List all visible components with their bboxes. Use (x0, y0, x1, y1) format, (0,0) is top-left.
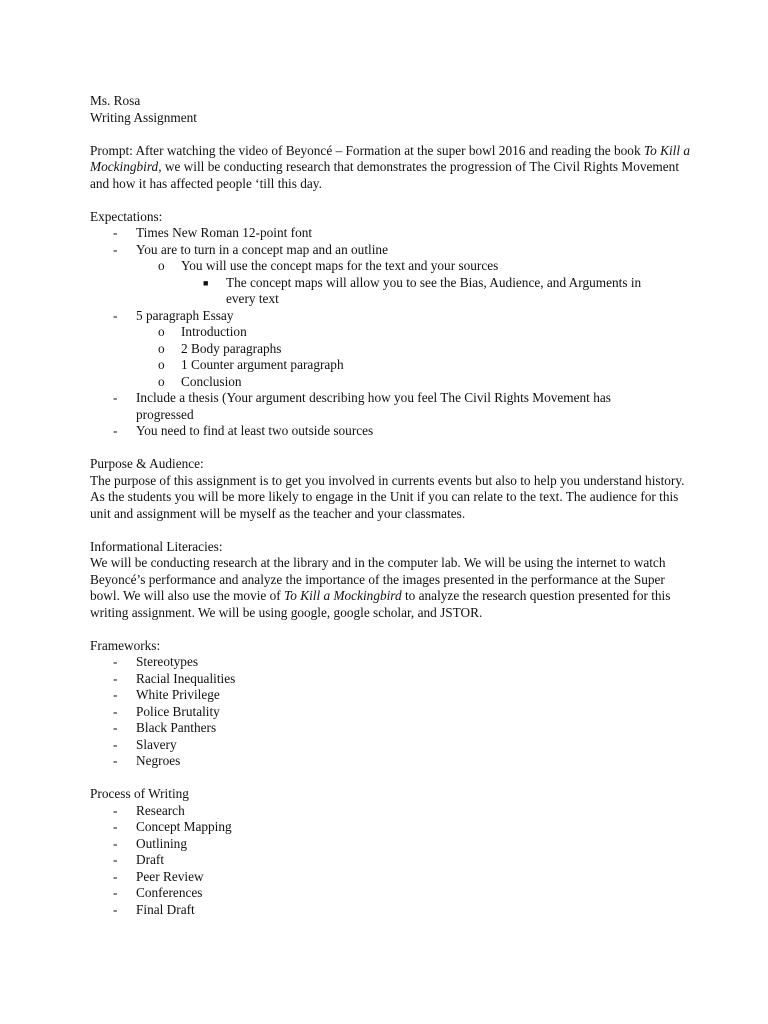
literacies-book-title: To Kill a Mockingbird (284, 588, 402, 603)
dash-bullet: - (113, 802, 118, 818)
list-item: - Research (113, 802, 185, 818)
literacies-heading: Informational Literacies: (90, 538, 223, 554)
dash-bullet: - (113, 307, 118, 323)
dash-bullet: - (113, 390, 118, 405)
dash-bullet: - (113, 670, 118, 686)
frameworks-heading: Frameworks: (90, 637, 161, 653)
dash-bullet: - (113, 736, 118, 752)
list-item: - Times New Roman 12-point font (113, 225, 313, 240)
list-item: o Introduction (158, 324, 247, 339)
list-item: - Negroes (113, 753, 181, 768)
list-item: - Racial Inequalities (113, 670, 236, 686)
dash-bullet: - (113, 241, 118, 257)
list-item: o Conclusion (158, 373, 242, 389)
prompt-book-title: To Kill a Mockingbird (90, 142, 690, 174)
list-item: - Include a thesis (Your argument describing how you feel The Civil Rights Movement has progressed (113, 390, 611, 422)
square-bullet: ■ (203, 277, 209, 288)
dash-bullet: - (113, 423, 118, 438)
list-item: - Stereotypes (113, 654, 199, 669)
list-item: - Slavery (113, 736, 177, 752)
dash-bullet: - (113, 885, 118, 900)
circle-bullet: o (158, 373, 165, 389)
dash-bullet: - (113, 835, 118, 851)
dash-bullet: - (113, 868, 118, 884)
list-item: - You need to find at least two outside sources (113, 423, 374, 438)
dash-bullet: - (113, 901, 118, 917)
list-item: - Draft (113, 852, 165, 867)
list-item: - You are to turn in a concept map and an outline (113, 241, 388, 257)
prompt-paragraph (90, 143, 690, 193)
list-item: - Black Panthers (113, 720, 217, 735)
dash-bullet: - (113, 703, 118, 719)
circle-bullet: o (158, 258, 165, 273)
prompt-text-end: , we will be conducting research that demonstrates the progression of The Civil Rights Movement and how it has affected people ‘till this day. (90, 159, 680, 191)
prompt-text-start: Prompt: After watching the video of Beyoncé – Formation at the super bowl 2016 and reading the book (90, 142, 644, 158)
circle-bullet: o (158, 324, 165, 339)
list-item: o 1 Counter argument paragraph (158, 357, 344, 372)
list-item: - Police Brutality (113, 703, 220, 719)
list-item: o 2 Body paragraphs (158, 340, 282, 356)
circle-bullet: o (158, 357, 165, 372)
list-item: - White Privilege (113, 687, 220, 702)
list-item: - Final Draft (113, 901, 195, 917)
dash-bullet: - (113, 753, 118, 768)
list-item: - Concept Mapping (113, 819, 232, 834)
expectations-heading: Expectations: (90, 208, 163, 224)
teacher-name: Ms. Rosa (90, 93, 141, 108)
process-heading: Process of Writing (90, 786, 189, 801)
list-item: ■ The concept maps will allow you to see the Bias, Audience, and Arguments in every text (203, 274, 642, 306)
dash-bullet: - (113, 654, 118, 669)
list-item: - Outlining (113, 835, 187, 851)
dash-bullet: - (113, 852, 118, 867)
dash-bullet: - (113, 720, 118, 735)
literacies-paragraph: We will be conducting research at the library and in the computer lab. We will be using the internet to watch Beyoncé’s performance and analyze the importance of the images presented in the performance at the Super bowl. We will also use the movie of To Kill a Mockingbird to analyze the research question presented for this writing assignment. We will be using google, google scholar, and JSTOR. (90, 555, 671, 620)
dash-bullet: - (113, 225, 118, 240)
dash-bullet: - (113, 687, 118, 702)
list-item: - Conferences (113, 885, 203, 900)
dash-bullet: - (113, 819, 118, 834)
document-title: Writing Assignment (90, 109, 197, 125)
purpose-paragraph: The purpose of this assignment is to get you involved in currents events but also to help you understand history. As the students you will be more likely to engage in the Unit if you can relate to the text. The audience for this unit and assignment will be myself as the teacher and your classmates. (90, 472, 685, 521)
purpose-heading: Purpose & Audience: (90, 456, 204, 471)
list-item: - 5 paragraph Essay (113, 307, 234, 323)
list-item: - Peer Review (113, 868, 204, 884)
list-item: o You will use the concept maps for the text and your sources (158, 258, 499, 273)
circle-bullet: o (158, 340, 165, 356)
